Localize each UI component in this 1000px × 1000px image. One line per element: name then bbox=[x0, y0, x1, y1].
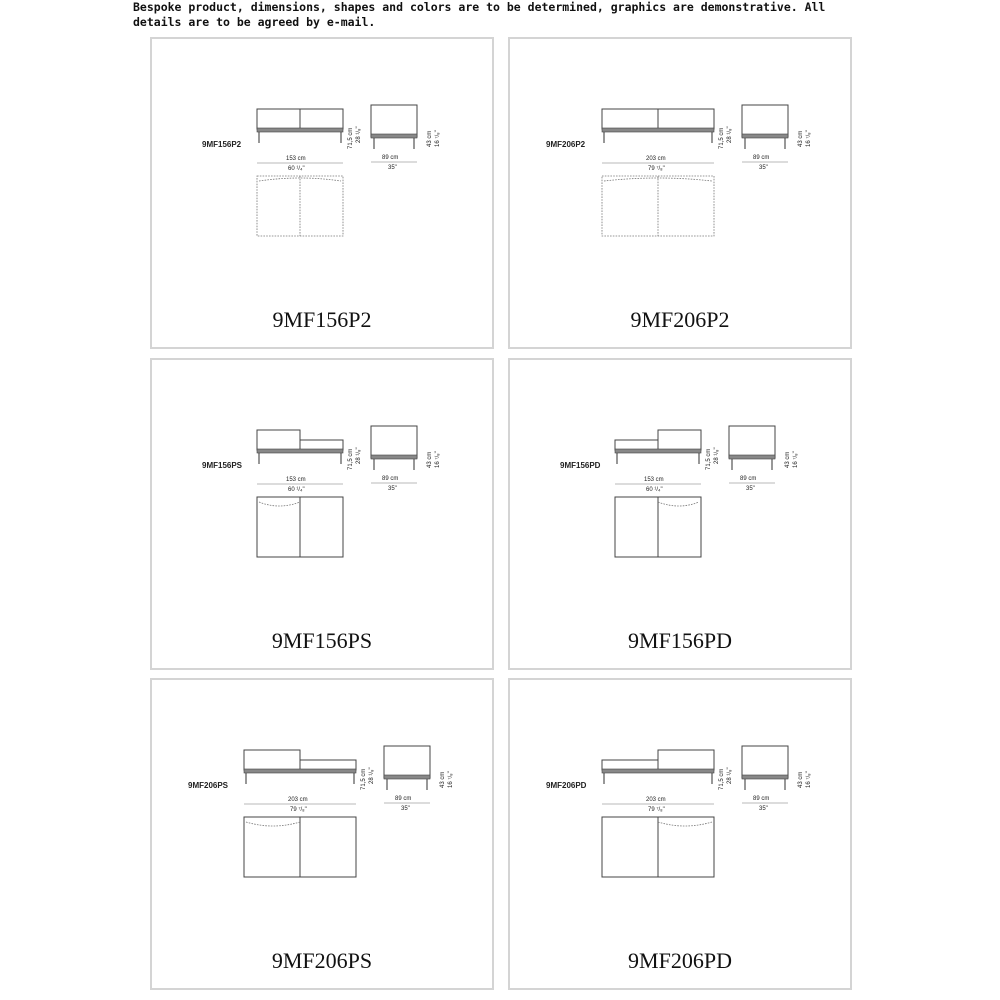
depth-cm: 89 cm bbox=[753, 796, 770, 802]
seat-height-cm: 43 cm bbox=[440, 771, 446, 788]
seat-height-cm: 43 cm bbox=[427, 130, 433, 147]
height-in: 28 ¹/₈" bbox=[727, 767, 733, 784]
height-cm: 71,5 cm bbox=[719, 127, 725, 149]
product-card-9MF206PD[interactable] bbox=[508, 678, 852, 990]
depth-cm: 89 cm bbox=[740, 476, 757, 482]
product-caption: 9MF156P2 bbox=[272, 307, 372, 332]
product-caption: 9MF206PS bbox=[271, 948, 373, 973]
depth-cm: 89 cm bbox=[753, 155, 770, 161]
seat-height-in: 16 ⁷/₈" bbox=[806, 130, 812, 147]
product-card-9MF156P2[interactable] bbox=[150, 37, 494, 349]
depth-cm: 89 cm bbox=[382, 155, 399, 161]
product-card-9MF156PD[interactable] bbox=[508, 358, 852, 670]
product-card-9MF206P2[interactable] bbox=[508, 37, 852, 349]
width-in: 60 ¹/₄" bbox=[288, 487, 305, 493]
depth-in: 35" bbox=[759, 806, 768, 812]
drawing-code: 9MF206PS bbox=[188, 781, 229, 790]
technical-drawing bbox=[152, 680, 492, 940]
technical-drawing bbox=[510, 360, 850, 620]
seat-height-in: 16 ⁷/₈" bbox=[435, 451, 441, 468]
seat-height-in: 16 ⁷/₈" bbox=[448, 771, 454, 788]
product-caption: 9MF156PS bbox=[271, 628, 373, 653]
seat-height-in: 16 ⁷/₈" bbox=[806, 771, 812, 788]
technical-drawing bbox=[152, 360, 492, 620]
depth-cm: 89 cm bbox=[382, 476, 399, 482]
seat-height-in: 16 ⁷/₈" bbox=[435, 130, 441, 147]
seat-height-cm: 43 cm bbox=[785, 451, 791, 468]
height-cm: 71,5 cm bbox=[348, 127, 354, 149]
width-cm: 153 cm bbox=[644, 477, 664, 483]
seat-height-cm: 43 cm bbox=[798, 771, 804, 788]
drawing-code: 9MF156PS bbox=[202, 461, 243, 470]
height-in: 28 ¹/₈" bbox=[356, 447, 362, 464]
width-cm: 203 cm bbox=[646, 797, 666, 803]
height-in: 28 ¹/₈" bbox=[714, 447, 720, 464]
height-cm: 71,5 cm bbox=[348, 448, 354, 470]
depth-in: 35" bbox=[401, 806, 410, 812]
width-cm: 203 cm bbox=[288, 797, 308, 803]
depth-in: 35" bbox=[746, 486, 755, 492]
width-in: 60 ¹/₄" bbox=[646, 487, 663, 493]
drawing-code: 9MF206PD bbox=[546, 781, 587, 790]
product-caption: 9MF206PD bbox=[628, 948, 732, 973]
product-card-9MF156PS[interactable] bbox=[150, 358, 494, 670]
height-in: 28 ¹/₈" bbox=[727, 126, 733, 143]
width-cm: 153 cm bbox=[286, 156, 306, 162]
depth-in: 35" bbox=[388, 165, 397, 171]
width-cm: 153 cm bbox=[286, 477, 306, 483]
depth-in: 35" bbox=[388, 486, 397, 492]
depth-in: 35" bbox=[759, 165, 768, 171]
product-card-9MF206PS[interactable] bbox=[150, 678, 494, 990]
technical-drawing bbox=[510, 39, 850, 299]
disclaimer-note: Bespoke product, dimensions, shapes and colors are to be determined, graphics are demonstrative. All details are to be agreed by e-mail. bbox=[133, 0, 826, 29]
width-cm: 203 cm bbox=[646, 156, 666, 162]
seat-height-in: 16 ⁷/₈" bbox=[793, 451, 799, 468]
height-cm: 71,5 cm bbox=[719, 768, 725, 790]
product-caption: 9MF156PD bbox=[628, 628, 732, 653]
technical-drawing bbox=[152, 39, 492, 299]
drawing-code: 9MF156P2 bbox=[202, 140, 242, 149]
technical-drawing bbox=[510, 680, 850, 940]
depth-cm: 89 cm bbox=[395, 796, 412, 802]
drawing-code: 9MF206P2 bbox=[546, 140, 586, 149]
height-cm: 71,5 cm bbox=[361, 768, 367, 790]
height-in: 28 ¹/₈" bbox=[369, 767, 375, 784]
width-in: 79 ⁷/₈" bbox=[648, 166, 665, 172]
width-in: 79 ⁷/₈" bbox=[290, 807, 307, 813]
drawing-code: 9MF156PD bbox=[560, 461, 601, 470]
width-in: 79 ⁷/₈" bbox=[648, 807, 665, 813]
width-in: 60 ¹/₄" bbox=[288, 166, 305, 172]
height-cm: 71,5 cm bbox=[706, 448, 712, 470]
product-caption: 9MF206P2 bbox=[630, 307, 730, 332]
height-in: 28 ¹/₈" bbox=[356, 126, 362, 143]
seat-height-cm: 43 cm bbox=[798, 130, 804, 147]
seat-height-cm: 43 cm bbox=[427, 451, 433, 468]
